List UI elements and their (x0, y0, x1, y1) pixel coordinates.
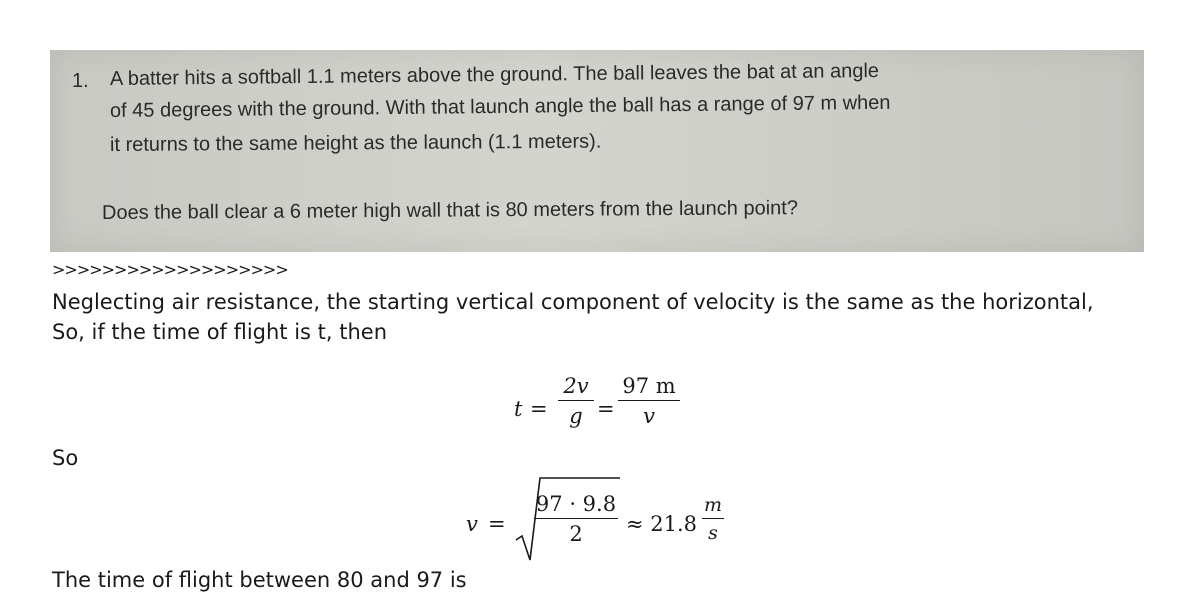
problem-line-3: it returns to the same height as the launch (1.1 meters). (109, 130, 602, 156)
eq1-num-2: 97 m (622, 374, 676, 398)
eq2-radicand-bar (534, 518, 618, 519)
eq1-lhs: t (514, 397, 523, 421)
so-label: So (52, 446, 79, 470)
eq2-equals: = (488, 512, 506, 536)
eq1-equals-2: = (597, 397, 615, 421)
eq1-den-1: g (569, 404, 583, 428)
eq2-radicand (534, 492, 618, 546)
eq2-unit-num: m (703, 494, 723, 516)
problem-number: 1. (72, 70, 89, 92)
eq2-unit-den: s (708, 522, 718, 544)
eq1-equals-1: = (530, 397, 548, 421)
time-of-flight-text: The time of flight between 80 and 97 is (52, 568, 467, 592)
eq2-lhs: v (466, 512, 478, 536)
separator-arrows: >>>>>>>>>>>>>>>>>>> (52, 260, 288, 279)
answer-line-1: Neglecting air resistance, the starting vertical component of velocity is the same as the horizontal, (52, 290, 1094, 314)
eq1-fraction-1 (558, 374, 594, 428)
eq1-bar-2 (618, 400, 680, 401)
eq1-bar-1 (558, 400, 594, 401)
problem-line-2: of 45 degrees with the ground. With that launch angle the ball has a range of 97 m when (109, 91, 891, 122)
eq2-unit-bar (702, 518, 724, 519)
eq2-approx-value: ≈ 21.8 (626, 512, 698, 536)
problem-photo (50, 50, 1144, 252)
problem-question: Does the ball clear a 6 meter high wall that is 80 meters from the launch point? (101, 197, 798, 224)
eq2-radicand-num: 97 · 9.8 (535, 492, 617, 516)
eq1-num-1: 2v (563, 374, 589, 398)
eq2-unit (702, 494, 724, 544)
answer-line-2: So, if the time of flight is t, then (52, 320, 388, 344)
eq1-den-2: v (643, 404, 655, 428)
eq1-fraction-2 (618, 374, 680, 428)
problem-line-1: A batter hits a softball 1.1 meters above the ground. The ball leaves the bat at an angle (109, 59, 880, 90)
eq2-radicand-den: 2 (569, 522, 583, 546)
